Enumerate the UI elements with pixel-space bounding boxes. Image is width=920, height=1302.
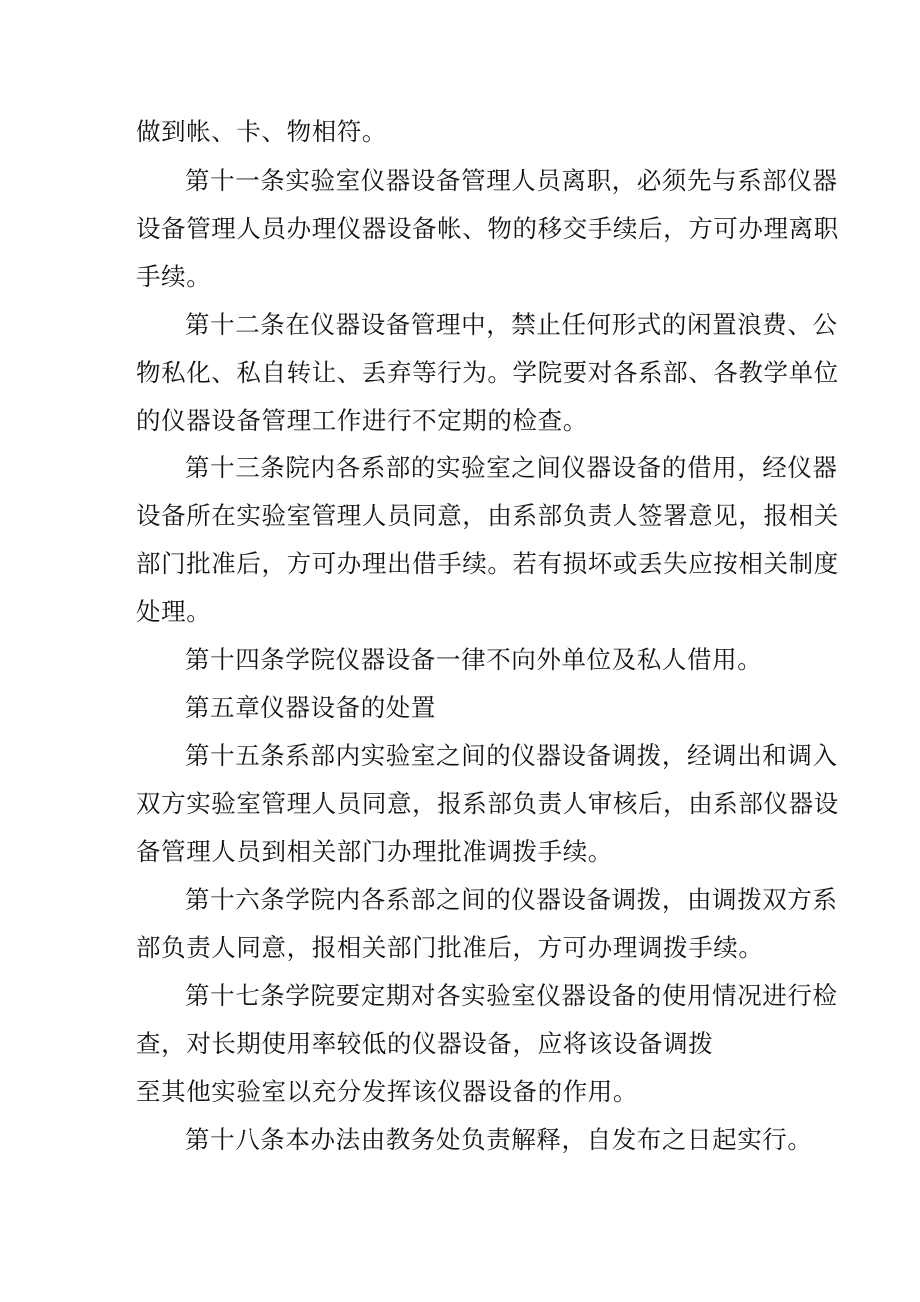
article-17-line-2: 查，对长期使用率较低的仪器设备，应将该设备调拨	[136, 1029, 714, 1058]
article-16-line-2: 部负责人同意，报相关部门批准后，方可办理调拨手续。	[136, 933, 764, 962]
article-17-line-3: 至其他实验室以充分发挥该仪器设备的作用。	[136, 1077, 638, 1106]
article-17-line-1: 第十七条学院要定期对各实验室仪器设备的使用情况进行检	[185, 981, 838, 1010]
article-15-line-2: 双方实验室管理人员同意，报系部负责人审核后，由系部仪器设	[136, 789, 839, 818]
article-18-line-1: 第十八条本办法由教务处负责解释，自发布之日起实行。	[185, 1125, 813, 1154]
article-12-line-2: 物私化、私自转让、丢弃等行为。学院要对各系部、各教学单位	[136, 358, 839, 387]
article-16-line-1: 第十六条学院内各系部之间的仪器设备调拨，由调拨双方系	[185, 885, 838, 914]
article-13-line-4: 处理。	[136, 597, 212, 626]
article-12-line-3: 的仪器设备管理工作进行不定期的检查。	[136, 406, 588, 435]
article-11-line-3: 手续。	[136, 262, 212, 291]
article-11-line-2: 设备管理人员办理仪器设备帐、物的移交手续后，方可办理离职	[136, 214, 839, 243]
article-14-line-1: 第十四条学院仪器设备一律不向外单位及私人借用。	[185, 645, 763, 674]
article-13-line-1: 第十三条院内各系部的实验室之间仪器设备的借用，经仪器	[185, 453, 838, 482]
article-15-line-1: 第十五条系部内实验室之间的仪器设备调拨，经调出和调入	[185, 741, 838, 770]
article-12-line-1: 第十二条在仪器设备管理中，禁止任何形式的闲置浪费、公	[185, 310, 838, 339]
text-line: 做到帐、卡、物相符。	[136, 117, 387, 146]
article-11-line-1: 第十一条实验室仪器设备管理人员离职，必须先与系部仪器	[185, 166, 838, 195]
chapter-5-heading: 第五章仪器设备的处置	[185, 693, 436, 722]
article-13-line-3: 部门批准后，方可办理出借手续。若有损坏或丢失应按相关制度	[136, 549, 839, 578]
article-13-line-2: 设备所在实验室管理人员同意，由系部负责人签署意见，报相关	[136, 501, 839, 530]
article-15-line-3: 备管理人员到相关部门办理批准调拨手续。	[136, 837, 613, 866]
